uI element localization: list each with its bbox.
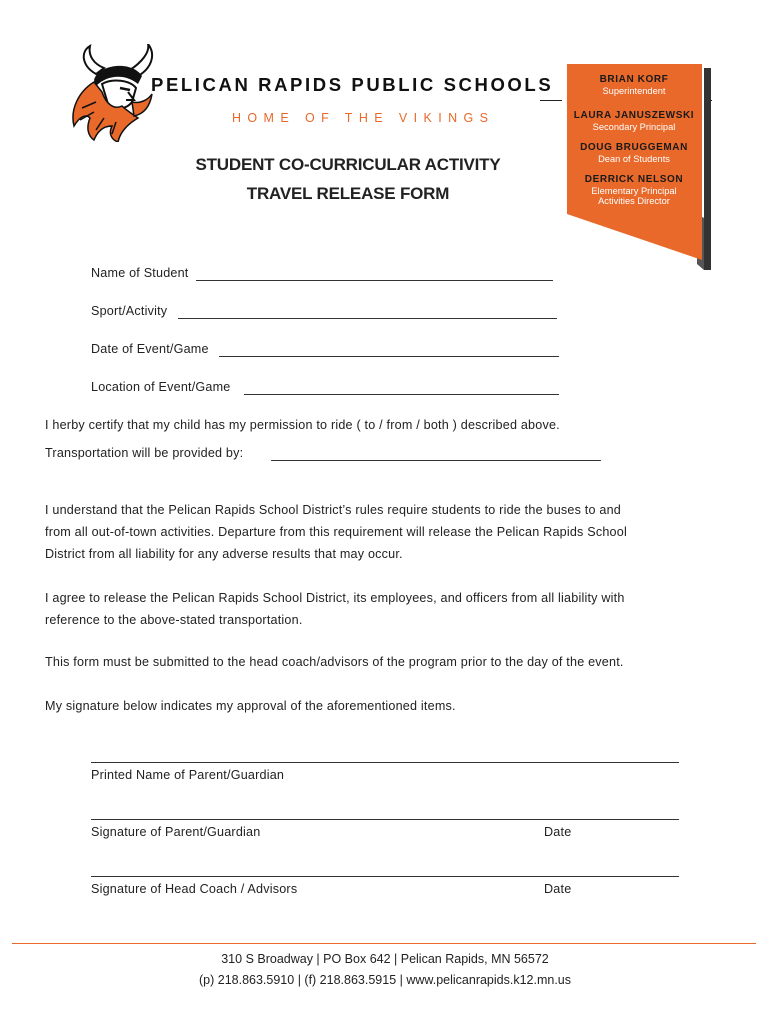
footer-rule bbox=[12, 943, 756, 944]
staff-name: DOUG BRUGGEMAN bbox=[580, 142, 688, 153]
parent-signature-label: Signature of Parent/Guardian bbox=[91, 825, 261, 839]
rules-line: District from all liability for any adverse results that may occur. bbox=[45, 547, 403, 561]
staff-title-secondary: Activities Director bbox=[598, 196, 670, 207]
approval-note: My signature below indicates my approval of the aforementioned items. bbox=[45, 699, 456, 713]
staff-title: Superintendent bbox=[602, 85, 666, 96]
event-location-label: Location of Event/Game bbox=[91, 380, 231, 394]
parent-date-label: Date bbox=[544, 825, 572, 839]
event-date-field[interactable] bbox=[219, 356, 559, 357]
staff-title: Elementary Principal bbox=[591, 185, 677, 196]
submission-note: This form must be submitted to the head coach/advisors of the program prior to the day of the event. bbox=[45, 655, 624, 669]
school-name: PELICAN RAPIDS PUBLIC SCHOOLS bbox=[151, 74, 554, 95]
printed-name-label: Printed Name of Parent/Guardian bbox=[91, 768, 285, 782]
rules-line: from all out-of-town activities. Departure from this requirement will release the Pelican Rapids School bbox=[45, 525, 627, 539]
event-date-label: Date of Event/Game bbox=[91, 342, 209, 356]
staff-name: BRIAN KORF bbox=[599, 74, 669, 85]
staff-member bbox=[571, 74, 697, 96]
student-name-field[interactable] bbox=[196, 280, 553, 281]
staff-member bbox=[571, 142, 697, 164]
release-paragraph bbox=[45, 587, 625, 631]
form-title-line2: TRAVEL RELEASE FORM bbox=[246, 184, 450, 203]
rules-paragraph bbox=[45, 499, 627, 565]
transportation-label: Transportation will be provided by: bbox=[45, 446, 244, 460]
coach-signature-field[interactable] bbox=[91, 876, 679, 877]
coach-signature-label: Signature of Head Coach / Advisors bbox=[91, 882, 298, 896]
staff-banner bbox=[563, 64, 711, 274]
student-name-label: Name of Student bbox=[91, 266, 189, 280]
staff-name: LAURA JANUSZEWSKI bbox=[573, 110, 695, 121]
parent-signature-field[interactable] bbox=[91, 819, 679, 820]
staff-member bbox=[571, 110, 697, 132]
transportation-field[interactable] bbox=[271, 460, 601, 461]
release-line: I agree to release the Pelican Rapids School District, its employees, and officers from all liability with bbox=[45, 591, 625, 605]
school-motto: HOME OF THE VIKINGS bbox=[232, 111, 495, 125]
viking-mascot-logo-icon bbox=[68, 44, 158, 142]
coach-date-label: Date bbox=[544, 882, 572, 896]
certify-statement: I herby certify that my child has my permission to ride ( to / from / both ) described above. bbox=[45, 418, 560, 432]
printed-name-field[interactable] bbox=[91, 762, 679, 763]
sport-activity-label: Sport/Activity bbox=[91, 304, 168, 318]
footer-contact: (p) 218.863.5910 | (f) 218.863.5915 | www.pelicanrapids.k12.mn.us bbox=[199, 973, 571, 987]
event-location-field[interactable] bbox=[244, 394, 559, 395]
footer-address: 310 S Broadway | PO Box 642 | Pelican Rapids, MN 56572 bbox=[221, 952, 549, 966]
staff-member bbox=[571, 174, 697, 207]
staff-title: Secondary Principal bbox=[592, 121, 676, 132]
sport-activity-field[interactable] bbox=[178, 318, 557, 319]
staff-name: DERRICK NELSON bbox=[584, 174, 684, 185]
rules-line: I understand that the Pelican Rapids School District’s rules require students to ride the buses to and bbox=[45, 503, 622, 517]
form-title-line1: STUDENT CO-CURRICULAR ACTIVITY bbox=[195, 155, 501, 174]
header-rule bbox=[540, 100, 562, 101]
release-line: reference to the above-stated transportation. bbox=[45, 613, 303, 627]
staff-title: Dean of Students bbox=[598, 153, 670, 164]
